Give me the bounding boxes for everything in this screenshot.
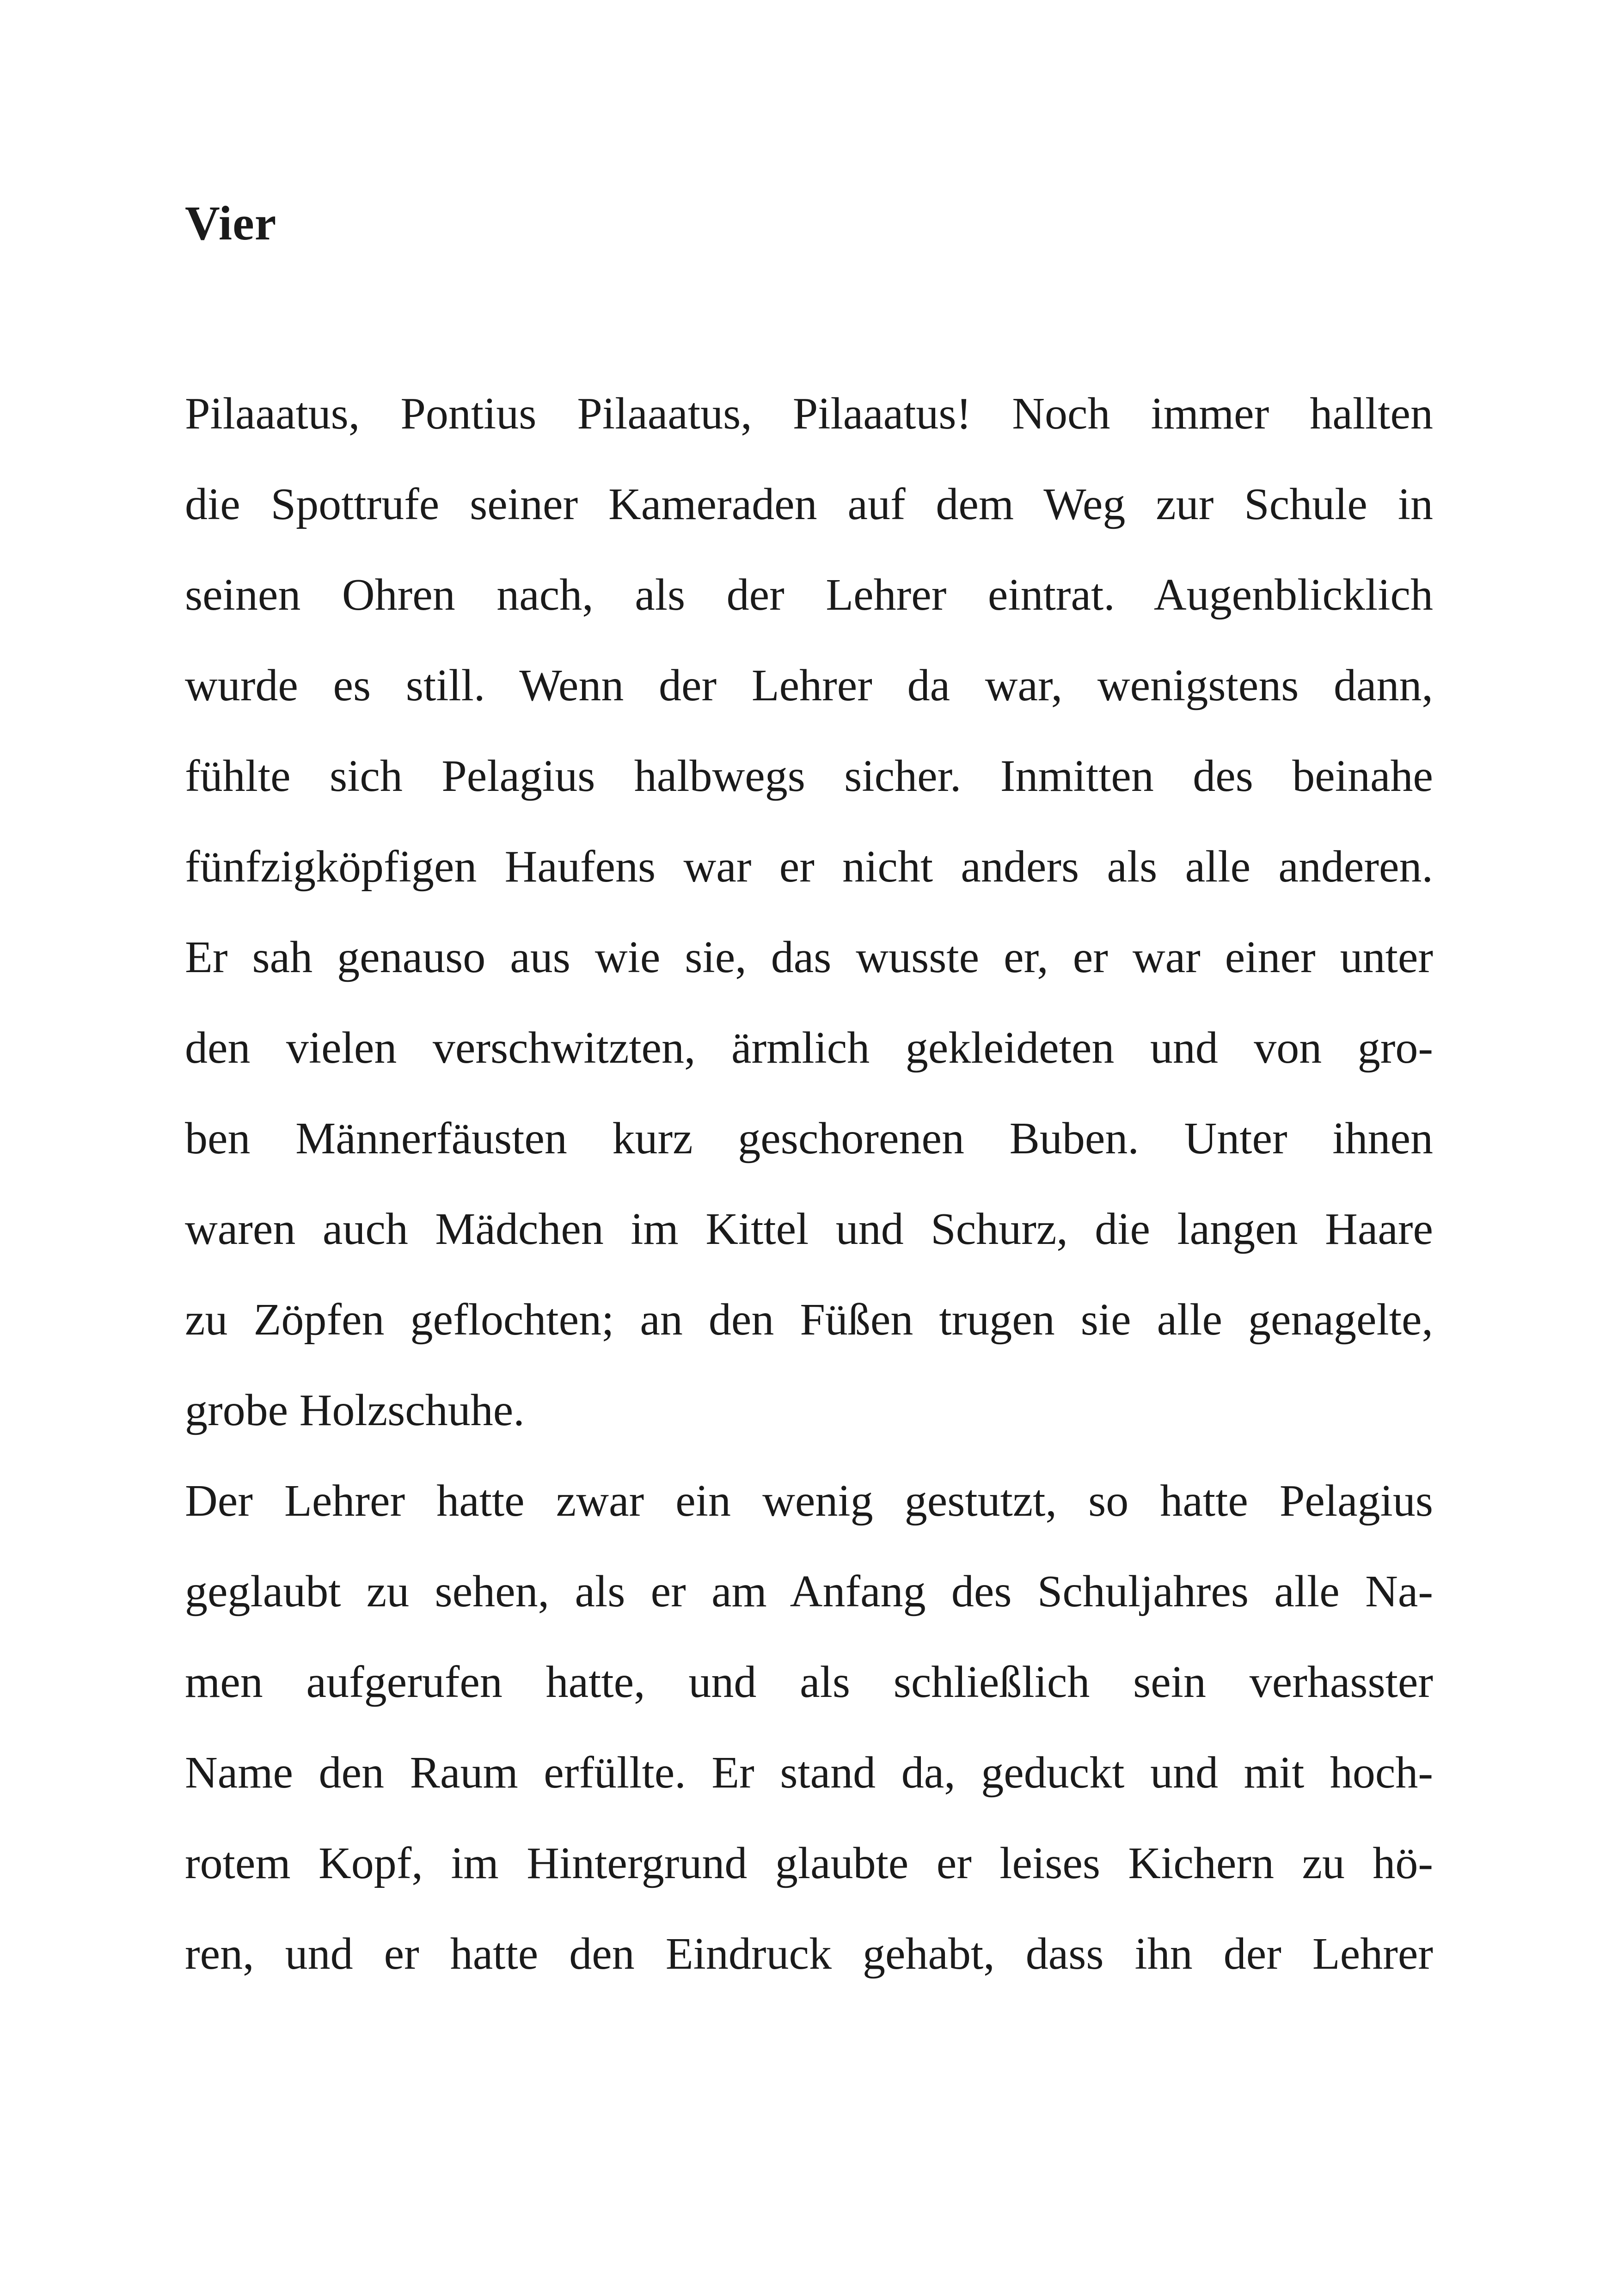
chapter-title: Vier xyxy=(185,196,277,250)
text-line: rotem Kopf, im Hintergrund glaubte er leises Kichern zu hö- xyxy=(185,1838,1433,1888)
text-line: waren auch Mädchen im Kittel und Schurz, die langen Haare xyxy=(185,1204,1433,1254)
text-line: Pilaaatus, Pontius Pilaaatus, Pilaaatus! Noch immer hallten xyxy=(185,389,1433,439)
text-line: Name den Raum erfüllte. Er stand da, geduckt und mit hoch- xyxy=(185,1748,1433,1798)
text-line: zu Zöpfen geflochten; an den Füßen trugen sie alle genagelte, xyxy=(185,1295,1433,1345)
text-line: den vielen verschwitzten, ärmlich gekleideten und von gro- xyxy=(185,1023,1433,1073)
text-line: fühlte sich Pelagius halbwegs sicher. Inmitten des beinahe xyxy=(185,751,1433,801)
text-line: fünfzigköpfigen Haufens war er nicht anders als alle anderen. xyxy=(185,842,1433,892)
text-line: geglaubt zu sehen, als er am Anfang des Schuljahres alle Na- xyxy=(185,1567,1433,1616)
text-line: ren, und er hatte den Eindruck gehabt, dass ihn der Lehrer xyxy=(185,1929,1433,1979)
body-text xyxy=(185,388,1433,2019)
text-line: men aufgerufen hatte, und als schließlich sein verhasster xyxy=(185,1657,1433,1707)
text-line: ben Männerfäusten kurz geschorenen Buben. Unter ihnen xyxy=(185,1114,1433,1163)
text-line: wurde es still. Wenn der Lehrer da war, wenigstens dann, xyxy=(185,661,1433,710)
text-line: Er sah genauso aus wie sie, das wusste er, er war einer unter xyxy=(185,932,1433,982)
text-line: seinen Ohren nach, als der Lehrer eintrat. Augenblicklich xyxy=(185,570,1433,620)
text-line: die Spottrufe seiner Kameraden auf dem Weg zur Schule in xyxy=(185,479,1433,529)
text-line: grobe Holzschuhe. xyxy=(185,1385,525,1435)
text-line: Der Lehrer hatte zwar ein wenig gestutzt, so hatte Pelagius xyxy=(185,1476,1433,1526)
